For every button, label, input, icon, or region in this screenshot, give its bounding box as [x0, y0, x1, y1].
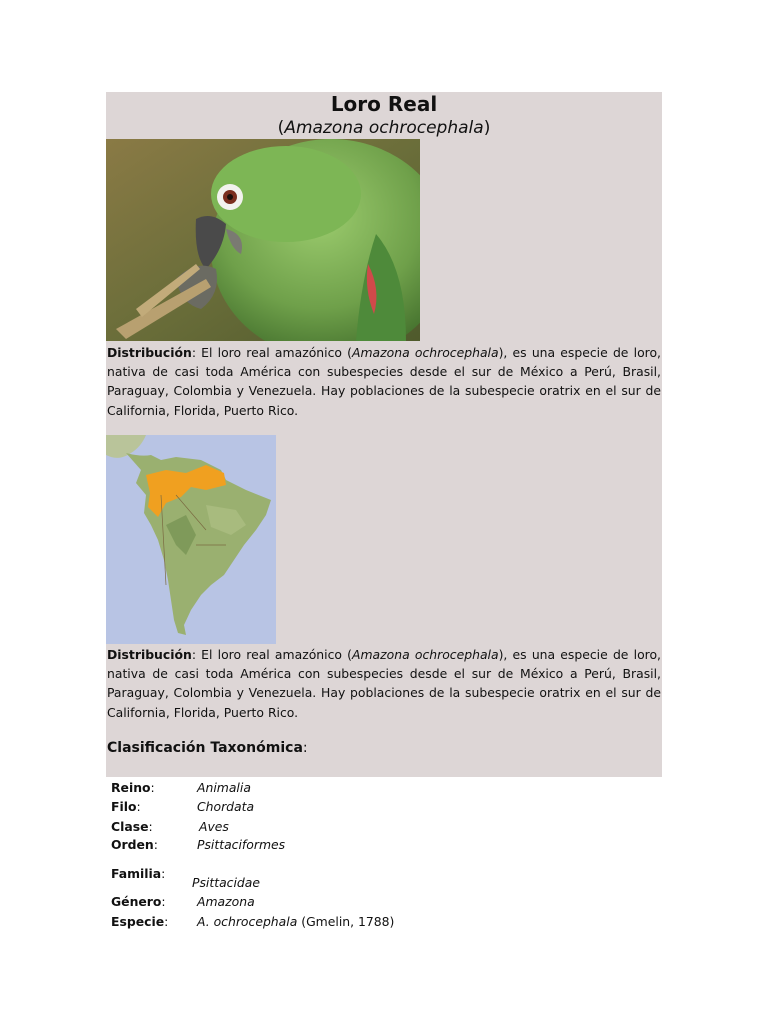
classification-heading: Clasificación Taxonómica:	[107, 740, 308, 756]
taxonomy-value: Aves	[199, 819, 229, 834]
distribution-label: Distribución	[107, 345, 192, 360]
taxonomy-row: Reino:	[111, 780, 155, 795]
parrot-photo	[106, 139, 420, 341]
taxonomy-value: A. ochrocephala (Gmelin, 1788)	[197, 914, 395, 929]
taxonomy-row: Género:	[111, 894, 166, 909]
taxonomy-value: Amazona	[197, 894, 255, 909]
taxonomy-row: Especie:	[111, 914, 169, 929]
taxonomy-row: Orden:	[111, 837, 158, 852]
taxonomy-row: Filo:	[111, 799, 141, 814]
taxonomy-row: Clase:	[111, 819, 153, 834]
taxonomy-value: Psittaciformes	[197, 837, 286, 852]
taxonomy-value: Chordata	[197, 799, 255, 814]
taxonomy-value: Psittacidae	[192, 875, 261, 890]
taxonomy-row: Familia:	[111, 866, 166, 881]
distribution-label: Distribución	[107, 647, 192, 662]
page-title: Loro Real	[330, 92, 438, 116]
distribution-paragraph: Distribución: El loro real amazónico (Amazona ochrocephala), es una especie de loro, nativa de casi toda América con subespecies desde el sur de México a Perú, Brasil, Paraguay, Colombia y Venezuela. Hay poblaciones de la subespecie oratrix en el sur de California, Florida, Puerto Rico.	[107, 345, 661, 418]
species-authority: (Gmelin, 1788)	[301, 914, 395, 929]
page-subtitle: (Amazona ochrocephala)	[277, 118, 491, 138]
distribution-paragraph-repeat: Distribución: El loro real amazónico (Amazona ochrocephala), es una especie de loro, nativa de casi toda América con subespecies desde el sur de México a Perú, Brasil, Paraguay, Colombia y Venezuela. Hay poblaciones de la subespecie oratrix en el sur de California, Florida, Puerto Rico.	[107, 647, 661, 720]
scientific-name: Amazona ochrocephala	[284, 118, 484, 138]
distribution-map	[106, 435, 276, 644]
taxonomy-value: Animalia	[197, 780, 251, 795]
